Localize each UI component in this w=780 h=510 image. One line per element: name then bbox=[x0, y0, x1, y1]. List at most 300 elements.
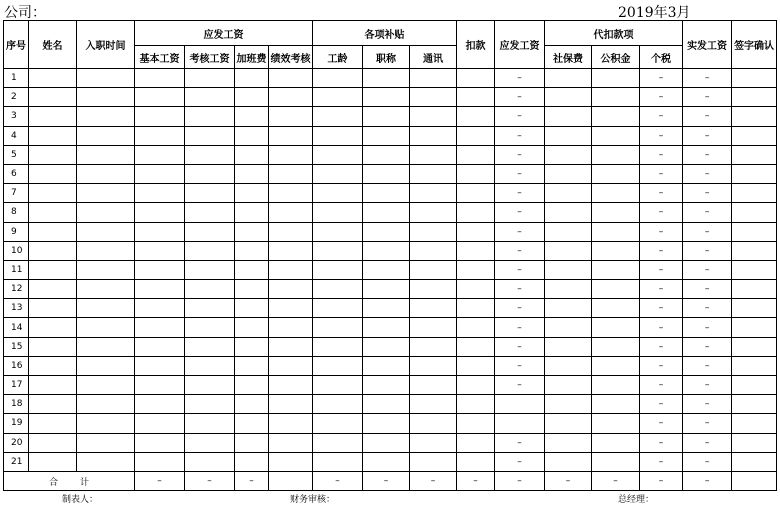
cell-income-tax: – bbox=[640, 414, 683, 433]
col-seq: 序号 bbox=[4, 21, 29, 69]
cell-overtime bbox=[235, 452, 269, 471]
cell-income-tax: – bbox=[640, 203, 683, 222]
cell-hire-date bbox=[77, 433, 135, 452]
cell-income-tax: – bbox=[640, 107, 683, 126]
cell-overtime bbox=[235, 241, 269, 260]
cell-overtime bbox=[235, 203, 269, 222]
cell-net-pay: – bbox=[683, 433, 732, 452]
cell-housing-fund bbox=[592, 376, 640, 395]
total-housing-fund: – bbox=[592, 471, 640, 490]
total-payable: – bbox=[495, 471, 545, 490]
cell-title bbox=[363, 126, 410, 145]
total-row bbox=[4, 471, 777, 490]
cell-income-tax: – bbox=[640, 126, 683, 145]
cell-net-pay: – bbox=[683, 203, 732, 222]
cell-assessment-salary bbox=[185, 299, 235, 318]
cell-deduction bbox=[457, 126, 495, 145]
cell-net-pay: – bbox=[683, 69, 732, 88]
cell-social-security bbox=[545, 376, 592, 395]
cell-net-pay: – bbox=[683, 395, 732, 414]
cell-base-salary bbox=[135, 299, 185, 318]
cell-net-pay: – bbox=[683, 126, 732, 145]
cell-base-salary bbox=[135, 318, 185, 337]
cell-hire-date bbox=[77, 107, 135, 126]
cell-performance bbox=[269, 241, 313, 260]
cell-overtime bbox=[235, 126, 269, 145]
cell-income-tax: – bbox=[640, 318, 683, 337]
table-row bbox=[4, 126, 777, 145]
cell-base-salary bbox=[135, 184, 185, 203]
cell-seniority bbox=[313, 260, 363, 279]
cell-payable-total: – bbox=[495, 126, 545, 145]
table-row bbox=[4, 337, 777, 356]
cell-overtime bbox=[235, 337, 269, 356]
cell-deduction bbox=[457, 414, 495, 433]
cell-social-security bbox=[545, 433, 592, 452]
cell-base-salary bbox=[135, 203, 185, 222]
cell-title bbox=[363, 280, 410, 299]
cell-social-security bbox=[545, 337, 592, 356]
cell-signature bbox=[732, 184, 777, 203]
table-row bbox=[4, 107, 777, 126]
total-label-he: 合 bbox=[48, 477, 58, 488]
table-row bbox=[4, 222, 777, 241]
cell-signature bbox=[732, 107, 777, 126]
cell-seq: 18 bbox=[4, 395, 29, 414]
cell-name bbox=[29, 414, 77, 433]
cell-base-salary bbox=[135, 241, 185, 260]
cell-performance bbox=[269, 318, 313, 337]
cell-base-salary bbox=[135, 280, 185, 299]
cell-performance bbox=[269, 222, 313, 241]
cell-seniority bbox=[313, 241, 363, 260]
cell-payable-total: – bbox=[495, 318, 545, 337]
cell-title bbox=[363, 145, 410, 164]
cell-communication bbox=[410, 107, 457, 126]
cell-signature bbox=[732, 126, 777, 145]
cell-title bbox=[363, 260, 410, 279]
cell-income-tax: – bbox=[640, 184, 683, 203]
cell-name bbox=[29, 356, 77, 375]
cell-seq: 16 bbox=[4, 356, 29, 375]
cell-signature bbox=[732, 376, 777, 395]
cell-assessment-salary bbox=[185, 145, 235, 164]
cell-seq: 19 bbox=[4, 414, 29, 433]
cell-hire-date bbox=[77, 280, 135, 299]
cell-performance bbox=[269, 299, 313, 318]
cell-seniority bbox=[313, 395, 363, 414]
cell-signature bbox=[732, 356, 777, 375]
cell-performance bbox=[269, 88, 313, 107]
cell-base-salary bbox=[135, 126, 185, 145]
cell-overtime bbox=[235, 260, 269, 279]
cell-net-pay: – bbox=[683, 376, 732, 395]
cell-assessment-salary bbox=[185, 376, 235, 395]
general-manager-label: 总经理： bbox=[618, 495, 655, 505]
cell-signature bbox=[732, 88, 777, 107]
cell-signature bbox=[732, 299, 777, 318]
cell-income-tax: – bbox=[640, 337, 683, 356]
cell-signature bbox=[732, 222, 777, 241]
total-assessment-salary: – bbox=[185, 471, 235, 490]
cell-signature bbox=[732, 395, 777, 414]
col-housing-fund: 公积金 bbox=[592, 46, 640, 69]
cell-base-salary bbox=[135, 356, 185, 375]
cell-social-security bbox=[545, 241, 592, 260]
cell-seq: 21 bbox=[4, 452, 29, 471]
cell-payable-total: – bbox=[495, 69, 545, 88]
cell-deduction bbox=[457, 203, 495, 222]
cell-base-salary bbox=[135, 376, 185, 395]
cell-hire-date bbox=[77, 145, 135, 164]
total-signature bbox=[732, 471, 777, 490]
cell-performance bbox=[269, 69, 313, 88]
cell-income-tax: – bbox=[640, 280, 683, 299]
cell-seniority bbox=[313, 318, 363, 337]
cell-overtime bbox=[235, 69, 269, 88]
cell-assessment-salary bbox=[185, 395, 235, 414]
cell-base-salary bbox=[135, 145, 185, 164]
cell-name bbox=[29, 337, 77, 356]
cell-title bbox=[363, 69, 410, 88]
cell-overtime bbox=[235, 145, 269, 164]
cell-name bbox=[29, 107, 77, 126]
cell-title bbox=[363, 414, 410, 433]
cell-assessment-salary bbox=[185, 433, 235, 452]
cell-base-salary bbox=[135, 222, 185, 241]
cell-performance bbox=[269, 356, 313, 375]
cell-overtime bbox=[235, 395, 269, 414]
cell-communication bbox=[410, 337, 457, 356]
cell-housing-fund bbox=[592, 395, 640, 414]
cell-assessment-salary bbox=[185, 184, 235, 203]
cell-performance bbox=[269, 126, 313, 145]
cell-seq: 14 bbox=[4, 318, 29, 337]
cell-assessment-salary bbox=[185, 203, 235, 222]
cell-social-security bbox=[545, 184, 592, 203]
cell-payable-total: – bbox=[495, 433, 545, 452]
sheet-footer bbox=[0, 492, 780, 508]
cell-payable-total: – bbox=[495, 376, 545, 395]
cell-hire-date bbox=[77, 126, 135, 145]
cell-signature bbox=[732, 164, 777, 183]
cell-assessment-salary bbox=[185, 88, 235, 107]
cell-seniority bbox=[313, 337, 363, 356]
cell-communication bbox=[410, 452, 457, 471]
cell-overtime bbox=[235, 222, 269, 241]
cell-assessment-salary bbox=[185, 318, 235, 337]
cell-deduction bbox=[457, 69, 495, 88]
cell-seq: 8 bbox=[4, 203, 29, 222]
cell-net-pay: – bbox=[683, 318, 732, 337]
cell-assessment-salary bbox=[185, 241, 235, 260]
cell-hire-date bbox=[77, 222, 135, 241]
cell-deduction bbox=[457, 356, 495, 375]
cell-title bbox=[363, 433, 410, 452]
sheet-header bbox=[0, 1, 780, 21]
cell-title bbox=[363, 107, 410, 126]
cell-performance bbox=[269, 107, 313, 126]
cell-payable-total: – bbox=[495, 145, 545, 164]
cell-base-salary bbox=[135, 107, 185, 126]
cell-seniority bbox=[313, 184, 363, 203]
cell-seq: 9 bbox=[4, 222, 29, 241]
cell-seq: 17 bbox=[4, 376, 29, 395]
cell-payable-total bbox=[495, 395, 545, 414]
cell-title bbox=[363, 184, 410, 203]
cell-housing-fund bbox=[592, 433, 640, 452]
cell-signature bbox=[732, 145, 777, 164]
cell-housing-fund bbox=[592, 126, 640, 145]
cell-performance bbox=[269, 280, 313, 299]
cell-name bbox=[29, 241, 77, 260]
cell-net-pay: – bbox=[683, 337, 732, 356]
payroll-table bbox=[3, 20, 777, 491]
cell-title bbox=[363, 318, 410, 337]
cell-housing-fund bbox=[592, 452, 640, 471]
cell-housing-fund bbox=[592, 414, 640, 433]
cell-deduction bbox=[457, 395, 495, 414]
cell-hire-date bbox=[77, 203, 135, 222]
cell-hire-date bbox=[77, 299, 135, 318]
cell-performance bbox=[269, 203, 313, 222]
cell-communication bbox=[410, 203, 457, 222]
cell-social-security bbox=[545, 395, 592, 414]
cell-communication bbox=[410, 395, 457, 414]
cell-seniority bbox=[313, 280, 363, 299]
cell-seniority bbox=[313, 299, 363, 318]
cell-signature bbox=[732, 452, 777, 471]
cell-assessment-salary bbox=[185, 164, 235, 183]
cell-title bbox=[363, 203, 410, 222]
cell-net-pay: – bbox=[683, 452, 732, 471]
cell-net-pay: – bbox=[683, 241, 732, 260]
cell-income-tax: – bbox=[640, 88, 683, 107]
col-group-withholding: 代扣款项 bbox=[545, 21, 683, 46]
cell-name bbox=[29, 395, 77, 414]
cell-base-salary bbox=[135, 395, 185, 414]
cell-communication bbox=[410, 433, 457, 452]
cell-name bbox=[29, 203, 77, 222]
cell-overtime bbox=[235, 433, 269, 452]
cell-social-security bbox=[545, 299, 592, 318]
preparer-label: 制表人： bbox=[62, 495, 99, 505]
cell-base-salary bbox=[135, 452, 185, 471]
table-row bbox=[4, 356, 777, 375]
cell-communication bbox=[410, 280, 457, 299]
total-label-ji: 计 bbox=[80, 477, 90, 488]
table-row bbox=[4, 299, 777, 318]
cell-communication bbox=[410, 88, 457, 107]
cell-overtime bbox=[235, 299, 269, 318]
col-group-payable: 应发工资 bbox=[135, 21, 313, 46]
cell-performance bbox=[269, 395, 313, 414]
cell-overtime bbox=[235, 88, 269, 107]
cell-seniority bbox=[313, 452, 363, 471]
col-social-security: 社保费 bbox=[545, 46, 592, 69]
cell-communication bbox=[410, 222, 457, 241]
cell-deduction bbox=[457, 299, 495, 318]
cell-hire-date bbox=[77, 69, 135, 88]
cell-seniority bbox=[313, 69, 363, 88]
cell-overtime bbox=[235, 164, 269, 183]
company-label: 公司： bbox=[4, 5, 46, 21]
cell-overtime bbox=[235, 376, 269, 395]
cell-name bbox=[29, 260, 77, 279]
cell-net-pay: – bbox=[683, 184, 732, 203]
cell-seq: 4 bbox=[4, 126, 29, 145]
cell-hire-date bbox=[77, 164, 135, 183]
cell-performance bbox=[269, 452, 313, 471]
cell-deduction bbox=[457, 433, 495, 452]
cell-payable-total: – bbox=[495, 88, 545, 107]
cell-name bbox=[29, 88, 77, 107]
cell-hire-date bbox=[77, 414, 135, 433]
col-seniority: 工龄 bbox=[313, 46, 363, 69]
table-row bbox=[4, 88, 777, 107]
table-row bbox=[4, 145, 777, 164]
cell-payable-total: – bbox=[495, 299, 545, 318]
cell-social-security bbox=[545, 203, 592, 222]
cell-title bbox=[363, 222, 410, 241]
cell-seq: 11 bbox=[4, 260, 29, 279]
cell-housing-fund bbox=[592, 260, 640, 279]
cell-performance bbox=[269, 145, 313, 164]
cell-income-tax: – bbox=[640, 145, 683, 164]
cell-overtime bbox=[235, 356, 269, 375]
table-row bbox=[4, 376, 777, 395]
cell-title bbox=[363, 299, 410, 318]
cell-seq: 5 bbox=[4, 145, 29, 164]
cell-signature bbox=[732, 241, 777, 260]
total-performance bbox=[269, 471, 313, 490]
cell-housing-fund bbox=[592, 145, 640, 164]
col-name: 姓名 bbox=[29, 21, 77, 69]
cell-seniority bbox=[313, 145, 363, 164]
cell-deduction bbox=[457, 376, 495, 395]
cell-net-pay: – bbox=[683, 222, 732, 241]
cell-performance bbox=[269, 376, 313, 395]
cell-base-salary bbox=[135, 433, 185, 452]
cell-assessment-salary bbox=[185, 452, 235, 471]
cell-name bbox=[29, 452, 77, 471]
cell-title bbox=[363, 337, 410, 356]
cell-payable-total: – bbox=[495, 164, 545, 183]
cell-hire-date bbox=[77, 318, 135, 337]
cell-seq: 6 bbox=[4, 164, 29, 183]
cell-communication bbox=[410, 260, 457, 279]
cell-social-security bbox=[545, 69, 592, 88]
cell-net-pay: – bbox=[683, 260, 732, 279]
table-row bbox=[4, 395, 777, 414]
cell-assessment-salary bbox=[185, 69, 235, 88]
cell-net-pay: – bbox=[683, 145, 732, 164]
table-row bbox=[4, 414, 777, 433]
finance-review-label: 财务审核： bbox=[290, 495, 336, 505]
cell-housing-fund bbox=[592, 88, 640, 107]
total-income-tax: – bbox=[640, 471, 683, 490]
cell-signature bbox=[732, 414, 777, 433]
col-base-salary: 基本工资 bbox=[135, 46, 185, 69]
cell-assessment-salary bbox=[185, 222, 235, 241]
cell-seniority bbox=[313, 433, 363, 452]
table-row bbox=[4, 260, 777, 279]
cell-title bbox=[363, 241, 410, 260]
cell-social-security bbox=[545, 126, 592, 145]
cell-deduction bbox=[457, 222, 495, 241]
cell-social-security bbox=[545, 260, 592, 279]
cell-communication bbox=[410, 184, 457, 203]
cell-base-salary bbox=[135, 164, 185, 183]
cell-deduction bbox=[457, 107, 495, 126]
cell-payable-total: – bbox=[495, 107, 545, 126]
cell-housing-fund bbox=[592, 184, 640, 203]
cell-name bbox=[29, 280, 77, 299]
cell-assessment-salary bbox=[185, 280, 235, 299]
cell-title bbox=[363, 395, 410, 414]
cell-housing-fund bbox=[592, 203, 640, 222]
cell-base-salary bbox=[135, 69, 185, 88]
cell-net-pay: – bbox=[683, 414, 732, 433]
total-net-pay: – bbox=[683, 471, 732, 490]
cell-name bbox=[29, 126, 77, 145]
cell-base-salary bbox=[135, 88, 185, 107]
col-overtime: 加班费 bbox=[235, 46, 269, 69]
cell-payable-total: – bbox=[495, 280, 545, 299]
cell-communication bbox=[410, 318, 457, 337]
total-social-security: – bbox=[545, 471, 592, 490]
cell-hire-date bbox=[77, 184, 135, 203]
cell-title bbox=[363, 376, 410, 395]
cell-social-security bbox=[545, 222, 592, 241]
cell-communication bbox=[410, 414, 457, 433]
table-row bbox=[4, 280, 777, 299]
cell-name bbox=[29, 222, 77, 241]
total-deduction: – bbox=[457, 471, 495, 490]
cell-deduction bbox=[457, 164, 495, 183]
cell-payable-total: – bbox=[495, 356, 545, 375]
cell-payable-total: – bbox=[495, 452, 545, 471]
cell-housing-fund bbox=[592, 356, 640, 375]
cell-performance bbox=[269, 260, 313, 279]
cell-signature bbox=[732, 433, 777, 452]
cell-net-pay: – bbox=[683, 299, 732, 318]
table-row bbox=[4, 433, 777, 452]
cell-deduction bbox=[457, 280, 495, 299]
cell-income-tax: – bbox=[640, 395, 683, 414]
cell-overtime bbox=[235, 280, 269, 299]
cell-assessment-salary bbox=[185, 126, 235, 145]
cell-hire-date bbox=[77, 356, 135, 375]
cell-deduction bbox=[457, 337, 495, 356]
total-title: – bbox=[363, 471, 410, 490]
cell-seniority bbox=[313, 126, 363, 145]
cell-name bbox=[29, 164, 77, 183]
cell-name bbox=[29, 318, 77, 337]
cell-performance bbox=[269, 164, 313, 183]
cell-seniority bbox=[313, 164, 363, 183]
cell-housing-fund bbox=[592, 241, 640, 260]
total-communication: – bbox=[410, 471, 457, 490]
cell-signature bbox=[732, 337, 777, 356]
cell-hire-date bbox=[77, 88, 135, 107]
cell-seniority bbox=[313, 356, 363, 375]
cell-deduction bbox=[457, 88, 495, 107]
cell-assessment-salary bbox=[185, 260, 235, 279]
cell-social-security bbox=[545, 164, 592, 183]
cell-name bbox=[29, 433, 77, 452]
cell-income-tax: – bbox=[640, 452, 683, 471]
